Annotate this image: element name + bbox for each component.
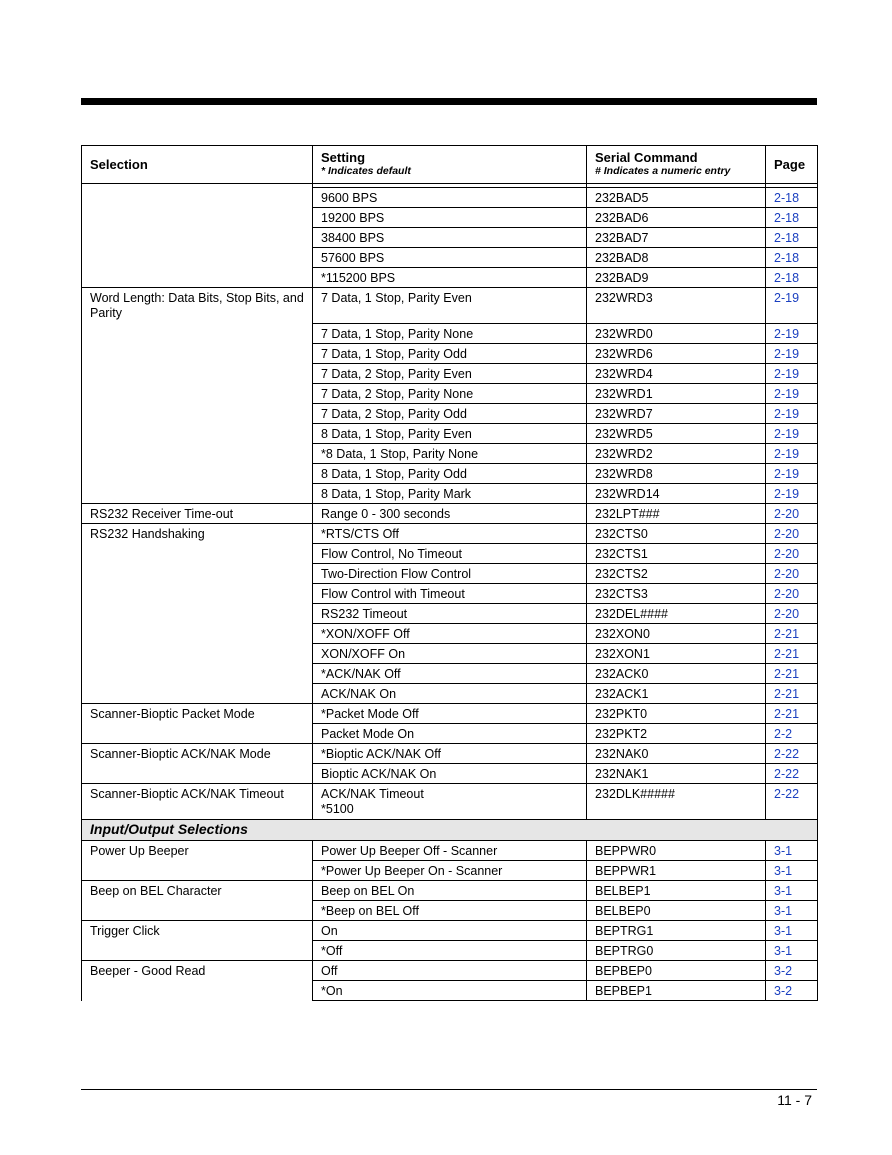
setting-cell: 38400 BPS (313, 228, 587, 248)
table-row (82, 704, 818, 724)
setting-cell: *Beep on BEL Off (313, 901, 587, 921)
page-cell[interactable]: 2-21 (766, 664, 818, 684)
page-cell[interactable]: 2-18 (766, 228, 818, 248)
col-header-page: Page (766, 146, 818, 184)
setting-cell: 19200 BPS (313, 208, 587, 228)
page-cell[interactable]: 2-18 (766, 268, 818, 288)
selection-cell (82, 584, 313, 604)
setting-cell: *Bioptic ACK/NAK Off (313, 744, 587, 764)
selection-cell (82, 384, 313, 404)
command-cell: 232DLK##### (587, 784, 766, 820)
setting-cell: 9600 BPS (313, 188, 587, 208)
selection-cell (82, 564, 313, 584)
setting-cell: *8 Data, 1 Stop, Parity None (313, 444, 587, 464)
table-row (82, 784, 818, 820)
selection-cell (82, 444, 313, 464)
page-cell[interactable]: 2-19 (766, 364, 818, 384)
page-cell[interactable]: 3-1 (766, 901, 818, 921)
command-cell: 232CTS2 (587, 564, 766, 584)
table-row (82, 644, 818, 664)
page-cell[interactable]: 2-20 (766, 504, 818, 524)
selection-cell (82, 464, 313, 484)
setting-cell: ACK/NAK On (313, 684, 587, 704)
selection-cell (82, 364, 313, 384)
table-row (82, 724, 818, 744)
page-cell[interactable]: 2-18 (766, 248, 818, 268)
selection-cell (82, 544, 313, 564)
setting-cell: 8 Data, 1 Stop, Parity Odd (313, 464, 587, 484)
command-note: # Indicates a numeric entry (595, 165, 731, 177)
footer-rule (81, 1089, 817, 1090)
page-cell[interactable]: 2-19 (766, 444, 818, 464)
selection-cell (82, 624, 313, 644)
page-cell[interactable]: 2-2 (766, 724, 818, 744)
selection-cell (82, 268, 313, 288)
selection-cell: Beep on BEL Character (82, 881, 313, 901)
selection-cell: Trigger Click (82, 921, 313, 941)
setting-cell: *Power Up Beeper On - Scanner (313, 861, 587, 881)
command-cell: 232WRD7 (587, 404, 766, 424)
command-cell: 232NAK1 (587, 764, 766, 784)
page-cell[interactable]: 2-22 (766, 784, 818, 820)
table-row (82, 604, 818, 624)
setting-cell: Beep on BEL On (313, 881, 587, 901)
command-cell: 232CTS1 (587, 544, 766, 564)
header-rule (81, 98, 817, 105)
page-cell[interactable]: 2-19 (766, 464, 818, 484)
command-cell: BELBEP0 (587, 901, 766, 921)
page-cell[interactable]: 2-19 (766, 424, 818, 444)
table-row (82, 941, 818, 961)
command-cell: 232WRD0 (587, 324, 766, 344)
command-cell: 232WRD6 (587, 344, 766, 364)
table-row (82, 248, 818, 268)
setting-cell: On (313, 921, 587, 941)
col-header-setting: Setting * Indicates default (313, 146, 587, 184)
page-cell[interactable]: 3-2 (766, 961, 818, 981)
table-row (82, 424, 818, 444)
selection-cell (82, 404, 313, 424)
selection-cell (82, 324, 313, 344)
command-cell: 232PKT0 (587, 704, 766, 724)
command-cell: 232ACK0 (587, 664, 766, 684)
table-row (82, 364, 818, 384)
selection-cell (82, 484, 313, 504)
table-row (82, 901, 818, 921)
command-cell: 232WRD5 (587, 424, 766, 444)
command-cell: 232XON1 (587, 644, 766, 664)
page-cell[interactable]: 2-22 (766, 764, 818, 784)
table-row (82, 961, 818, 981)
setting-cell: Off (313, 961, 587, 981)
table-row (82, 324, 818, 344)
selection-cell (82, 208, 313, 228)
page-cell[interactable]: 2-18 (766, 188, 818, 208)
col-header-command: Serial Command # Indicates a numeric entry (587, 146, 766, 184)
table-row (82, 484, 818, 504)
command-cell: BEPPWR0 (587, 841, 766, 861)
selection-cell: Word Length: Data Bits, Stop Bits, and Parity (82, 288, 313, 324)
setting-cell: 8 Data, 1 Stop, Parity Mark (313, 484, 587, 504)
table-row (82, 624, 818, 644)
page-cell[interactable]: 2-18 (766, 208, 818, 228)
page-cell[interactable]: 2-20 (766, 604, 818, 624)
table-row (82, 268, 818, 288)
command-cell: 232BAD6 (587, 208, 766, 228)
setting-cell: RS232 Timeout (313, 604, 587, 624)
command-cell: 232BAD8 (587, 248, 766, 268)
setting-cell: 7 Data, 2 Stop, Parity Even (313, 364, 587, 384)
selection-cell (82, 604, 313, 624)
table-row (82, 684, 818, 704)
setting-cell: 7 Data, 2 Stop, Parity None (313, 384, 587, 404)
page-cell[interactable]: 2-19 (766, 288, 818, 324)
setting-cell: *Off (313, 941, 587, 961)
page-cell[interactable]: 2-20 (766, 564, 818, 584)
table-row (82, 524, 818, 544)
table-row (82, 504, 818, 524)
setting-cell: *115200 BPS (313, 268, 587, 288)
command-cell: BELBEP1 (587, 881, 766, 901)
page-cell[interactable]: 3-1 (766, 921, 818, 941)
table-row (82, 464, 818, 484)
setting-cell: *Packet Mode Off (313, 704, 587, 724)
table-row (82, 861, 818, 881)
selection-cell (82, 344, 313, 364)
selection-cell (82, 764, 313, 784)
setting-cell: Power Up Beeper Off - Scanner (313, 841, 587, 861)
page-cell[interactable]: 2-20 (766, 524, 818, 544)
page-number: 11 - 7 (777, 1092, 812, 1108)
setting-cell: Flow Control, No Timeout (313, 544, 587, 564)
selection-cell (82, 901, 313, 921)
page-cell[interactable]: 2-21 (766, 684, 818, 704)
command-cell: 232BAD9 (587, 268, 766, 288)
selection-cell (82, 861, 313, 881)
table-row (82, 208, 818, 228)
page-cell[interactable]: 2-19 (766, 484, 818, 504)
page-cell[interactable]: 2-20 (766, 544, 818, 564)
col-header-selection: Selection (82, 146, 313, 184)
page-cell[interactable]: 3-2 (766, 981, 818, 1001)
page-cell[interactable]: 3-1 (766, 861, 818, 881)
command-cell: 232PKT2 (587, 724, 766, 744)
table-row (82, 584, 818, 604)
command-cell: 232DEL#### (587, 604, 766, 624)
setting-cell: *RTS/CTS Off (313, 524, 587, 544)
setting-cell: Range 0 - 300 seconds (313, 504, 587, 524)
table-row (82, 921, 818, 941)
table-row (82, 444, 818, 464)
setting-note: * Indicates default (321, 165, 411, 177)
page-cell[interactable]: 2-19 (766, 384, 818, 404)
page-cell[interactable]: 2-22 (766, 744, 818, 764)
selection-cell (82, 684, 313, 704)
command-cell: 232WRD1 (587, 384, 766, 404)
setting-cell: Packet Mode On (313, 724, 587, 744)
command-cell: 232LPT### (587, 504, 766, 524)
command-cell: BEPTRG0 (587, 941, 766, 961)
selection-cell: RS232 Receiver Time-out (82, 504, 313, 524)
page-cell[interactable]: 3-1 (766, 941, 818, 961)
page-cell[interactable]: 2-20 (766, 584, 818, 604)
command-cell: BEPBEP0 (587, 961, 766, 981)
selection-cell (82, 664, 313, 684)
selection-cell (82, 424, 313, 444)
table-row (82, 288, 818, 324)
selection-cell (82, 724, 313, 744)
serial-command-table (81, 145, 818, 1001)
command-cell: 232CTS0 (587, 524, 766, 544)
table-row (82, 744, 818, 764)
setting-cell: ACK/NAK Timeout *5100 (313, 784, 587, 820)
command-cell: 232WRD4 (587, 364, 766, 384)
command-cell: 232WRD2 (587, 444, 766, 464)
selection-cell (82, 188, 313, 208)
command-cell: 232WRD3 (587, 288, 766, 324)
section-heading-row (82, 820, 818, 841)
setting-cell: 7 Data, 1 Stop, Parity Odd (313, 344, 587, 364)
table-row (82, 188, 818, 208)
command-cell: 232NAK0 (587, 744, 766, 764)
selection-cell: Scanner-Bioptic Packet Mode (82, 704, 313, 724)
page-cell[interactable]: 2-21 (766, 624, 818, 644)
page-cell[interactable]: 2-19 (766, 324, 818, 344)
command-cell: 232CTS3 (587, 584, 766, 604)
setting-cell: XON/XOFF On (313, 644, 587, 664)
setting-cell: 57600 BPS (313, 248, 587, 268)
page-cell[interactable]: 2-21 (766, 704, 818, 724)
page-cell[interactable]: 2-21 (766, 644, 818, 664)
page-cell[interactable]: 3-1 (766, 881, 818, 901)
table-row (82, 228, 818, 248)
selection-cell (82, 248, 313, 268)
page-cell[interactable]: 3-1 (766, 841, 818, 861)
table-row (82, 404, 818, 424)
setting-cell: 7 Data, 1 Stop, Parity None (313, 324, 587, 344)
table-row (82, 881, 818, 901)
setting-cell: Two-Direction Flow Control (313, 564, 587, 584)
table-row (82, 981, 818, 1001)
table-row (82, 344, 818, 364)
selection-cell: Scanner-Bioptic ACK/NAK Timeout (82, 784, 313, 820)
setting-cell: 8 Data, 1 Stop, Parity Even (313, 424, 587, 444)
command-cell: 232BAD5 (587, 188, 766, 208)
table-row (82, 841, 818, 861)
setting-cell: Bioptic ACK/NAK On (313, 764, 587, 784)
setting-cell: *XON/XOFF Off (313, 624, 587, 644)
selection-cell: Scanner-Bioptic ACK/NAK Mode (82, 744, 313, 764)
command-cell: 232ACK1 (587, 684, 766, 704)
section-title: Input/Output Selections (82, 820, 818, 841)
setting-cell: 7 Data, 1 Stop, Parity Even (313, 288, 587, 324)
setting-cell: *ACK/NAK Off (313, 664, 587, 684)
selection-cell: Beeper - Good Read (82, 961, 313, 981)
setting-cell: *On (313, 981, 587, 1001)
command-cell: 232WRD8 (587, 464, 766, 484)
table-row (82, 764, 818, 784)
table-row (82, 564, 818, 584)
selection-cell: Power Up Beeper (82, 841, 313, 861)
selection-cell (82, 941, 313, 961)
table-body (82, 184, 818, 1001)
command-cell: BEPTRG1 (587, 921, 766, 941)
selection-cell (82, 644, 313, 664)
table-row (82, 384, 818, 404)
table-row (82, 664, 818, 684)
selection-cell: RS232 Handshaking (82, 524, 313, 544)
page-cell[interactable]: 2-19 (766, 404, 818, 424)
command-cell: BEPBEP1 (587, 981, 766, 1001)
page-cell[interactable]: 2-19 (766, 344, 818, 364)
command-cell: 232WRD14 (587, 484, 766, 504)
selection-cell (82, 981, 313, 1001)
setting-cell: 7 Data, 2 Stop, Parity Odd (313, 404, 587, 424)
command-cell: 232XON0 (587, 624, 766, 644)
setting-cell: Flow Control with Timeout (313, 584, 587, 604)
table-row (82, 544, 818, 564)
selection-cell (82, 228, 313, 248)
command-cell: BEPPWR1 (587, 861, 766, 881)
command-cell: 232BAD7 (587, 228, 766, 248)
